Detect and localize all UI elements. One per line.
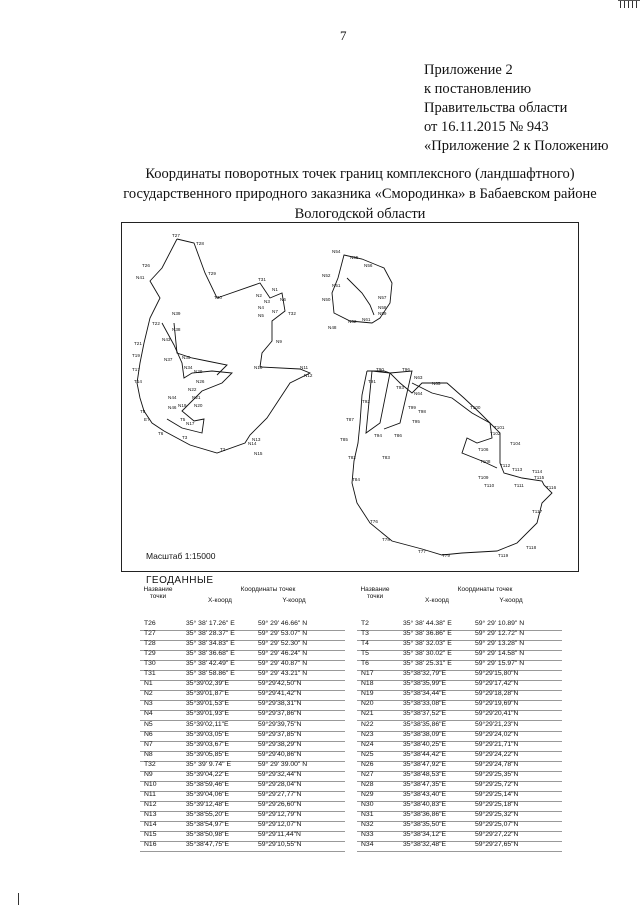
point-name-cell: T29 bbox=[144, 650, 156, 658]
point-name-cell: N31 bbox=[361, 810, 374, 818]
svg-text:N5: N5 bbox=[258, 313, 264, 318]
boundary-north-inner bbox=[347, 278, 374, 315]
table-row bbox=[357, 841, 562, 852]
y-coordinate-cell: 59°29'41,42"N bbox=[258, 690, 302, 698]
boundary-west-inner bbox=[162, 323, 232, 433]
svg-text:T21: T21 bbox=[134, 341, 142, 346]
svg-text:N15: N15 bbox=[254, 451, 263, 456]
y-coordinate-cell: 59°29'38,29"N bbox=[258, 740, 302, 748]
right-header-name: Название точки bbox=[360, 586, 390, 600]
svg-text:T14: T14 bbox=[134, 379, 142, 384]
table-row bbox=[140, 841, 345, 852]
svg-text:T113: T113 bbox=[512, 467, 523, 472]
appendix-line: Приложение 2 bbox=[424, 62, 513, 78]
y-coordinate-cell: 59°29'37,86"N bbox=[258, 710, 302, 718]
svg-text:N34: N34 bbox=[184, 365, 193, 370]
x-coordinate-cell: 35°39'02,39"E bbox=[186, 680, 230, 688]
svg-text:T102: T102 bbox=[490, 431, 501, 436]
svg-text:N10: N10 bbox=[254, 365, 263, 370]
x-coordinate-cell: 35°39'01,93"E bbox=[186, 710, 230, 718]
svg-text:N52: N52 bbox=[322, 273, 331, 278]
point-name-cell: N5 bbox=[144, 720, 153, 728]
y-coordinate-cell: 59° 29' 40.87" N bbox=[258, 660, 308, 668]
page-number: 7 bbox=[340, 28, 347, 43]
svg-text:T26: T26 bbox=[142, 263, 150, 268]
y-coordinate-cell: 59°29'27,65"N bbox=[475, 841, 519, 849]
svg-text:N37: N37 bbox=[164, 357, 173, 362]
svg-text:T79: T79 bbox=[442, 553, 450, 558]
y-coordinate-cell: 59°29'19,69"N bbox=[475, 700, 519, 708]
svg-text:T22: T22 bbox=[152, 321, 160, 326]
svg-text:N26: N26 bbox=[196, 379, 205, 384]
y-coordinate-cell: 59°29'10,55"N bbox=[258, 841, 302, 849]
x-coordinate-cell: 35° 38' 44.38" E bbox=[403, 620, 452, 627]
x-coordinate-cell: 35°39'03,05"E bbox=[186, 730, 230, 738]
left-header-y: Y-коорд bbox=[282, 597, 306, 604]
svg-text:N50: N50 bbox=[322, 297, 331, 302]
svg-text:N54: N54 bbox=[332, 249, 341, 254]
svg-text:N48: N48 bbox=[328, 325, 337, 330]
svg-text:T5: T5 bbox=[180, 417, 186, 422]
svg-text:T94: T94 bbox=[374, 433, 382, 438]
point-name-cell: N15 bbox=[144, 831, 157, 839]
y-coordinate-cell: 59°29'25,18"N bbox=[475, 800, 519, 808]
svg-text:T83: T83 bbox=[382, 455, 390, 460]
x-coordinate-cell: 35° 38' 28.37" E bbox=[186, 630, 235, 638]
x-coordinate-cell: 35° 38' 25.31" E bbox=[403, 660, 452, 668]
point-name-cell: N19 bbox=[361, 690, 374, 698]
svg-text:T93: T93 bbox=[396, 385, 404, 390]
x-coordinate-cell: 35° 38' 58.86" E bbox=[186, 670, 235, 678]
y-coordinate-cell: 59°29'18,28"N bbox=[475, 690, 519, 698]
appendix-line: от 16.11.2015 № 943 bbox=[424, 119, 549, 135]
x-coordinate-cell: 35°38'40,25"E bbox=[403, 740, 447, 748]
x-coordinate-cell: 35°38'36,86"E bbox=[403, 810, 447, 818]
point-name-cell: N14 bbox=[144, 821, 157, 828]
boundary-west bbox=[137, 239, 310, 453]
point-name-cell: N34 bbox=[361, 841, 374, 849]
x-coordinate-cell: 35°38'50,98"E bbox=[186, 831, 230, 839]
y-coordinate-cell: 59°29'25,32"N bbox=[475, 810, 519, 818]
y-coordinate-cell: 59°29'25,14"N bbox=[475, 790, 519, 798]
svg-text:N9: N9 bbox=[276, 339, 282, 344]
svg-text:T6: T6 bbox=[158, 431, 164, 436]
y-coordinate-cell: 59°29'24,22"N bbox=[475, 750, 519, 758]
boundary-east-strip-2 bbox=[384, 371, 412, 429]
appendix-header bbox=[424, 61, 609, 156]
svg-text:T112: T112 bbox=[500, 463, 511, 468]
y-coordinate-cell: 59° 29' 12.72" N bbox=[475, 630, 525, 638]
point-name-cell: N11 bbox=[144, 790, 156, 798]
point-name-cell: N23 bbox=[361, 730, 374, 738]
y-coordinate-cell: 59° 29' 46.66" N bbox=[258, 620, 308, 627]
y-coordinate-cell: 59°29'42,50"N bbox=[258, 680, 302, 688]
boundary-east-inner bbox=[412, 383, 497, 468]
svg-text:T82: T82 bbox=[348, 455, 356, 460]
svg-text:N3: N3 bbox=[264, 299, 270, 304]
y-coordinate-cell: 59°29'24,78"N bbox=[475, 760, 519, 768]
x-coordinate-cell: 35°38'35,99"E bbox=[403, 680, 447, 688]
title-line: государственного природного заказника «Смородинка» в Бабаевском районе bbox=[123, 186, 597, 202]
x-coordinate-cell: 35°38'35,86"E bbox=[403, 720, 447, 728]
svg-text:N64: N64 bbox=[414, 391, 423, 396]
x-coordinate-cell: 35°39'04,06"E bbox=[186, 790, 230, 798]
left-coordinates-table bbox=[140, 620, 360, 852]
y-coordinate-cell: 59°29'39,75"N bbox=[258, 720, 302, 728]
y-coordinate-cell: 59°29'37,85"N bbox=[258, 730, 302, 738]
svg-text:T8: T8 bbox=[140, 409, 146, 414]
svg-text:N14: N14 bbox=[248, 441, 257, 446]
point-name-cell: N8 bbox=[144, 750, 153, 758]
svg-text:N17: N17 bbox=[186, 421, 195, 426]
svg-text:N51: N51 bbox=[332, 283, 341, 288]
x-coordinate-cell: 35°38'54,97"E bbox=[186, 821, 230, 828]
y-coordinate-cell: 59° 29' 14.58" N bbox=[475, 650, 525, 658]
y-coordinate-cell: 59°29'11,44"N bbox=[258, 831, 301, 839]
appendix-line: Правительства области bbox=[424, 100, 568, 116]
y-coordinate-cell: 59° 29' 15.97" N bbox=[475, 660, 525, 668]
svg-text:T77: T77 bbox=[418, 549, 426, 554]
y-coordinate-cell: 59°29'26,60"N bbox=[258, 800, 302, 808]
x-coordinate-cell: 35°38'32,48"E bbox=[403, 841, 447, 849]
x-coordinate-cell: 35°38'47,35"E bbox=[403, 780, 447, 788]
x-coordinate-cell: 35° 38' 42.49" E bbox=[186, 660, 235, 668]
point-name-cell: N28 bbox=[361, 780, 374, 788]
y-coordinate-cell: 59°29'25,35"N bbox=[475, 770, 519, 778]
svg-text:N6: N6 bbox=[280, 297, 286, 302]
y-coordinate-cell: 59°29'20,41"N bbox=[475, 710, 519, 718]
svg-text:T106: T106 bbox=[478, 447, 489, 452]
y-coordinate-cell: 59° 29' 39.00" N bbox=[258, 760, 308, 768]
point-name-cell: N4 bbox=[144, 710, 153, 718]
svg-text:T118: T118 bbox=[526, 545, 537, 550]
svg-text:T109: T109 bbox=[478, 475, 489, 480]
y-coordinate-cell: 59°29'15,80"N bbox=[475, 670, 519, 678]
svg-text:N11: N11 bbox=[300, 365, 309, 370]
point-name-cell: N32 bbox=[361, 821, 374, 828]
y-coordinate-cell: 59°29'28,04"N bbox=[258, 780, 302, 788]
x-coordinate-cell: 35°38'43,40"E bbox=[403, 790, 447, 798]
x-coordinate-cell: 35° 38' 17.26" E bbox=[186, 620, 235, 627]
point-name-cell: T2 bbox=[361, 620, 369, 627]
point-name-cell: N2 bbox=[144, 690, 153, 698]
svg-text:T110: T110 bbox=[484, 483, 495, 488]
x-coordinate-cell: 35°39'01,53"E bbox=[186, 700, 230, 708]
x-coordinate-cell: 35°39'02,11"E bbox=[186, 720, 229, 728]
svg-text:T29: T29 bbox=[208, 271, 216, 276]
x-coordinate-cell: 35° 38' 36.86" E bbox=[403, 630, 452, 638]
svg-text:N57: N57 bbox=[378, 295, 387, 300]
svg-text:T86: T86 bbox=[394, 433, 402, 438]
y-coordinate-cell: 59°29'12,07"N bbox=[258, 821, 302, 828]
point-name-cell: T4 bbox=[361, 640, 369, 648]
svg-text:T100: T100 bbox=[470, 405, 481, 410]
point-name-cell: T5 bbox=[361, 650, 369, 658]
x-coordinate-cell: 35°39'01,87"E bbox=[186, 690, 230, 698]
point-name-cell: N24 bbox=[361, 740, 374, 748]
x-coordinate-cell: 35°38'59,46"E bbox=[186, 780, 230, 788]
svg-text:T115: T115 bbox=[534, 475, 545, 480]
svg-text:N65: N65 bbox=[432, 381, 441, 386]
svg-text:T119: T119 bbox=[498, 553, 509, 558]
svg-text:N63: N63 bbox=[414, 375, 423, 380]
svg-text:T117: T117 bbox=[532, 509, 543, 514]
x-coordinate-cell: 35°38'32,79"E bbox=[403, 670, 447, 678]
point-name-cell: N33 bbox=[361, 831, 374, 839]
x-coordinate-cell: 35°38'34,44"E bbox=[403, 690, 447, 698]
svg-text:N22: N22 bbox=[188, 387, 197, 392]
y-coordinate-cell: 59°29'27,22"N bbox=[475, 831, 519, 839]
geodata-heading: ГЕОДАННЫЕ bbox=[146, 575, 214, 586]
svg-text:T17: T17 bbox=[132, 367, 140, 372]
svg-text:T90: T90 bbox=[376, 367, 384, 372]
point-name-cell: N6 bbox=[144, 730, 153, 738]
x-coordinate-cell: 35°38'44,42"E bbox=[403, 750, 447, 758]
x-coordinate-cell: 35°39'05,85"E bbox=[186, 750, 230, 758]
svg-text:T108: T108 bbox=[480, 459, 491, 464]
point-name-cell: T32 bbox=[144, 760, 156, 768]
svg-text:T95: T95 bbox=[412, 419, 420, 424]
y-coordinate-cell: 59°29'21,23"N bbox=[475, 720, 519, 728]
x-coordinate-cell: 35°39'03,67"E bbox=[186, 740, 230, 748]
svg-text:T30: T30 bbox=[214, 295, 222, 300]
boundary-east bbox=[352, 371, 552, 555]
svg-text:N20: N20 bbox=[194, 403, 203, 408]
svg-text:N19: N19 bbox=[178, 403, 187, 408]
y-coordinate-cell: 59°29'17,42"N bbox=[475, 680, 519, 688]
x-coordinate-cell: 35°38'34,12"E bbox=[403, 831, 447, 839]
svg-text:E7: E7 bbox=[144, 417, 150, 422]
y-coordinate-cell: 59° 29' 52.30" N bbox=[258, 640, 308, 648]
y-coordinate-cell: 59°29'21,71"N bbox=[475, 740, 519, 748]
right-header-coords: Координаты точек bbox=[457, 586, 513, 593]
title-line: Координаты поворотных точек границ комплексного (ландшафтного) bbox=[145, 166, 575, 182]
appendix-line: «Приложение 2 к Положению bbox=[424, 138, 609, 154]
y-coordinate-cell: 59°29'24,02"N bbox=[475, 730, 519, 738]
boundary-west-inner-2 bbox=[174, 323, 227, 375]
point-name-cell: N17 bbox=[361, 670, 374, 678]
y-coordinate-cell: 59° 29' 43.21" N bbox=[258, 670, 308, 678]
x-coordinate-cell: 35° 38' 32.03" E bbox=[403, 640, 452, 648]
point-name-cell: N29 bbox=[361, 790, 374, 798]
left-header-name: Название точки bbox=[143, 586, 173, 600]
point-name-cell: T28 bbox=[144, 640, 156, 648]
x-coordinate-cell: 35°38'47,92"E bbox=[403, 760, 447, 768]
svg-text:T96: T96 bbox=[402, 367, 410, 372]
point-name-cell: N21 bbox=[361, 710, 374, 718]
svg-text:T28: T28 bbox=[196, 241, 204, 246]
left-table-header bbox=[138, 586, 358, 608]
point-name-cell: N30 bbox=[361, 800, 374, 808]
map-scale: Масштаб 1:15000 bbox=[146, 551, 216, 561]
boundary-map-drawing bbox=[122, 223, 578, 571]
right-header-y: Y-коорд bbox=[499, 597, 523, 604]
point-name-cell: N16 bbox=[144, 841, 157, 849]
svg-text:N29: N29 bbox=[194, 369, 203, 374]
svg-text:N41: N41 bbox=[136, 275, 145, 280]
x-coordinate-cell: 35°39'04,22"E bbox=[186, 770, 230, 778]
x-coordinate-cell: 35° 38' 36.68" E bbox=[186, 650, 235, 658]
x-coordinate-cell: 35°38'37,52"E bbox=[403, 710, 447, 718]
point-name-cell: N18 bbox=[361, 680, 374, 688]
y-coordinate-cell: 59°29'38,31"N bbox=[258, 700, 302, 708]
svg-text:N38: N38 bbox=[172, 327, 181, 332]
svg-text:N58: N58 bbox=[378, 305, 387, 310]
x-coordinate-cell: 35°38'55,20"E bbox=[186, 810, 230, 818]
point-name-cell: N9 bbox=[144, 770, 153, 778]
right-header-x: X-коорд bbox=[425, 597, 449, 604]
x-coordinate-cell: 35°38'47,75"E bbox=[186, 841, 230, 849]
left-header-coords: Координаты точек bbox=[240, 586, 296, 593]
point-name-cell: N13 bbox=[144, 810, 157, 818]
svg-text:T114: T114 bbox=[532, 469, 543, 474]
svg-text:T116: T116 bbox=[546, 485, 557, 490]
y-coordinate-cell: 59° 29' 46.24" N bbox=[258, 650, 308, 658]
scan-edge-mark bbox=[618, 0, 640, 9]
x-coordinate-cell: 35°38'35,50"E bbox=[403, 821, 447, 828]
x-coordinate-cell: 35° 39' 9.74" E bbox=[186, 760, 231, 768]
y-coordinate-cell: 59°29'25,07"N bbox=[475, 821, 519, 828]
x-coordinate-cell: 35°38'48,53"E bbox=[403, 770, 447, 778]
svg-text:N62: N62 bbox=[348, 319, 357, 324]
svg-text:N59: N59 bbox=[378, 311, 387, 316]
y-coordinate-cell: 59°29'25,72"N bbox=[475, 780, 519, 788]
y-coordinate-cell: 59° 29' 10.89" N bbox=[475, 620, 525, 627]
x-coordinate-cell: 35°39'12,48"E bbox=[186, 800, 230, 808]
point-name-cell: N26 bbox=[361, 760, 374, 768]
svg-text:T85: T85 bbox=[340, 437, 348, 442]
svg-text:N44: N44 bbox=[168, 395, 177, 400]
x-coordinate-cell: 35°38'40,83"E bbox=[403, 800, 447, 808]
svg-text:N55: N55 bbox=[350, 255, 359, 260]
svg-text:N2: N2 bbox=[256, 293, 262, 298]
svg-text:N1: N1 bbox=[272, 287, 278, 292]
svg-text:N13: N13 bbox=[252, 437, 261, 442]
boundary-map bbox=[121, 222, 579, 572]
svg-text:N43: N43 bbox=[162, 337, 171, 342]
document-title bbox=[80, 164, 640, 224]
svg-text:T3: T3 bbox=[182, 435, 188, 440]
bottom-margin-tick bbox=[18, 893, 19, 905]
y-coordinate-cell: 59°29'32,44"N bbox=[258, 770, 302, 778]
x-coordinate-cell: 35° 38' 30.02" E bbox=[403, 650, 452, 658]
x-coordinate-cell: 35° 38' 34.83" E bbox=[186, 640, 235, 648]
svg-text:T104: T104 bbox=[510, 441, 521, 446]
svg-text:T19: T19 bbox=[132, 353, 140, 358]
left-header-x: X-коорд bbox=[208, 597, 232, 604]
point-name-cell: N27 bbox=[361, 770, 374, 778]
svg-text:T111: T111 bbox=[514, 483, 524, 488]
point-name-cell: N20 bbox=[361, 700, 374, 708]
svg-text:T78: T78 bbox=[382, 537, 390, 542]
svg-text:T84: T84 bbox=[352, 477, 360, 482]
svg-text:T76: T76 bbox=[370, 519, 378, 524]
svg-text:N61: N61 bbox=[362, 317, 371, 322]
svg-text:T91: T91 bbox=[368, 379, 376, 384]
right-table-header bbox=[355, 586, 575, 608]
point-name-cell: N22 bbox=[361, 720, 374, 728]
point-name-cell: T30 bbox=[144, 660, 156, 668]
point-name-cell: T3 bbox=[361, 630, 369, 638]
svg-text:T87: T87 bbox=[346, 417, 354, 422]
appendix-line: к постановлению bbox=[424, 81, 532, 97]
svg-text:N35: N35 bbox=[182, 355, 191, 360]
svg-text:N7: N7 bbox=[272, 309, 278, 314]
y-coordinate-cell: 59° 29' 53.07" N bbox=[258, 630, 308, 638]
point-name-cell: N12 bbox=[144, 800, 157, 808]
right-coordinates-table bbox=[357, 620, 577, 852]
svg-text:N12: N12 bbox=[304, 373, 313, 378]
y-coordinate-cell: 59°29'12,79"N bbox=[258, 810, 302, 818]
svg-text:T101: T101 bbox=[494, 425, 505, 430]
x-coordinate-cell: 35°38'38,09"E bbox=[403, 730, 447, 738]
svg-text:T32: T32 bbox=[288, 311, 296, 316]
y-coordinate-cell: 59°29'27,77"N bbox=[258, 790, 302, 798]
point-name-cell: T31 bbox=[144, 670, 156, 678]
svg-text:N39: N39 bbox=[172, 311, 181, 316]
svg-text:N46: N46 bbox=[168, 405, 177, 410]
svg-text:T27: T27 bbox=[172, 233, 180, 238]
title-line: Вологодской области bbox=[294, 206, 426, 222]
svg-text:N56: N56 bbox=[364, 263, 373, 268]
svg-text:N21: N21 bbox=[192, 395, 201, 400]
svg-text:N4: N4 bbox=[258, 305, 264, 310]
point-name-cell: N10 bbox=[144, 780, 157, 788]
point-name-cell: N25 bbox=[361, 750, 374, 758]
y-coordinate-cell: 59°29'40,86"N bbox=[258, 750, 302, 758]
point-name-cell: T27 bbox=[144, 630, 156, 638]
svg-text:T31: T31 bbox=[258, 277, 266, 282]
x-coordinate-cell: 35°38'33,08"E bbox=[403, 700, 447, 708]
point-name-cell: N7 bbox=[144, 740, 153, 748]
point-name-cell: N3 bbox=[144, 700, 153, 708]
svg-text:T98: T98 bbox=[418, 409, 426, 414]
svg-text:T92: T92 bbox=[362, 399, 370, 404]
point-name-cell: T26 bbox=[144, 620, 156, 627]
svg-text:T2: T2 bbox=[220, 447, 226, 452]
y-coordinate-cell: 59° 29' 13.28" N bbox=[475, 640, 525, 648]
point-name-cell: T6 bbox=[361, 660, 369, 668]
point-name-cell: N1 bbox=[144, 680, 153, 688]
svg-text:T99: T99 bbox=[408, 405, 416, 410]
